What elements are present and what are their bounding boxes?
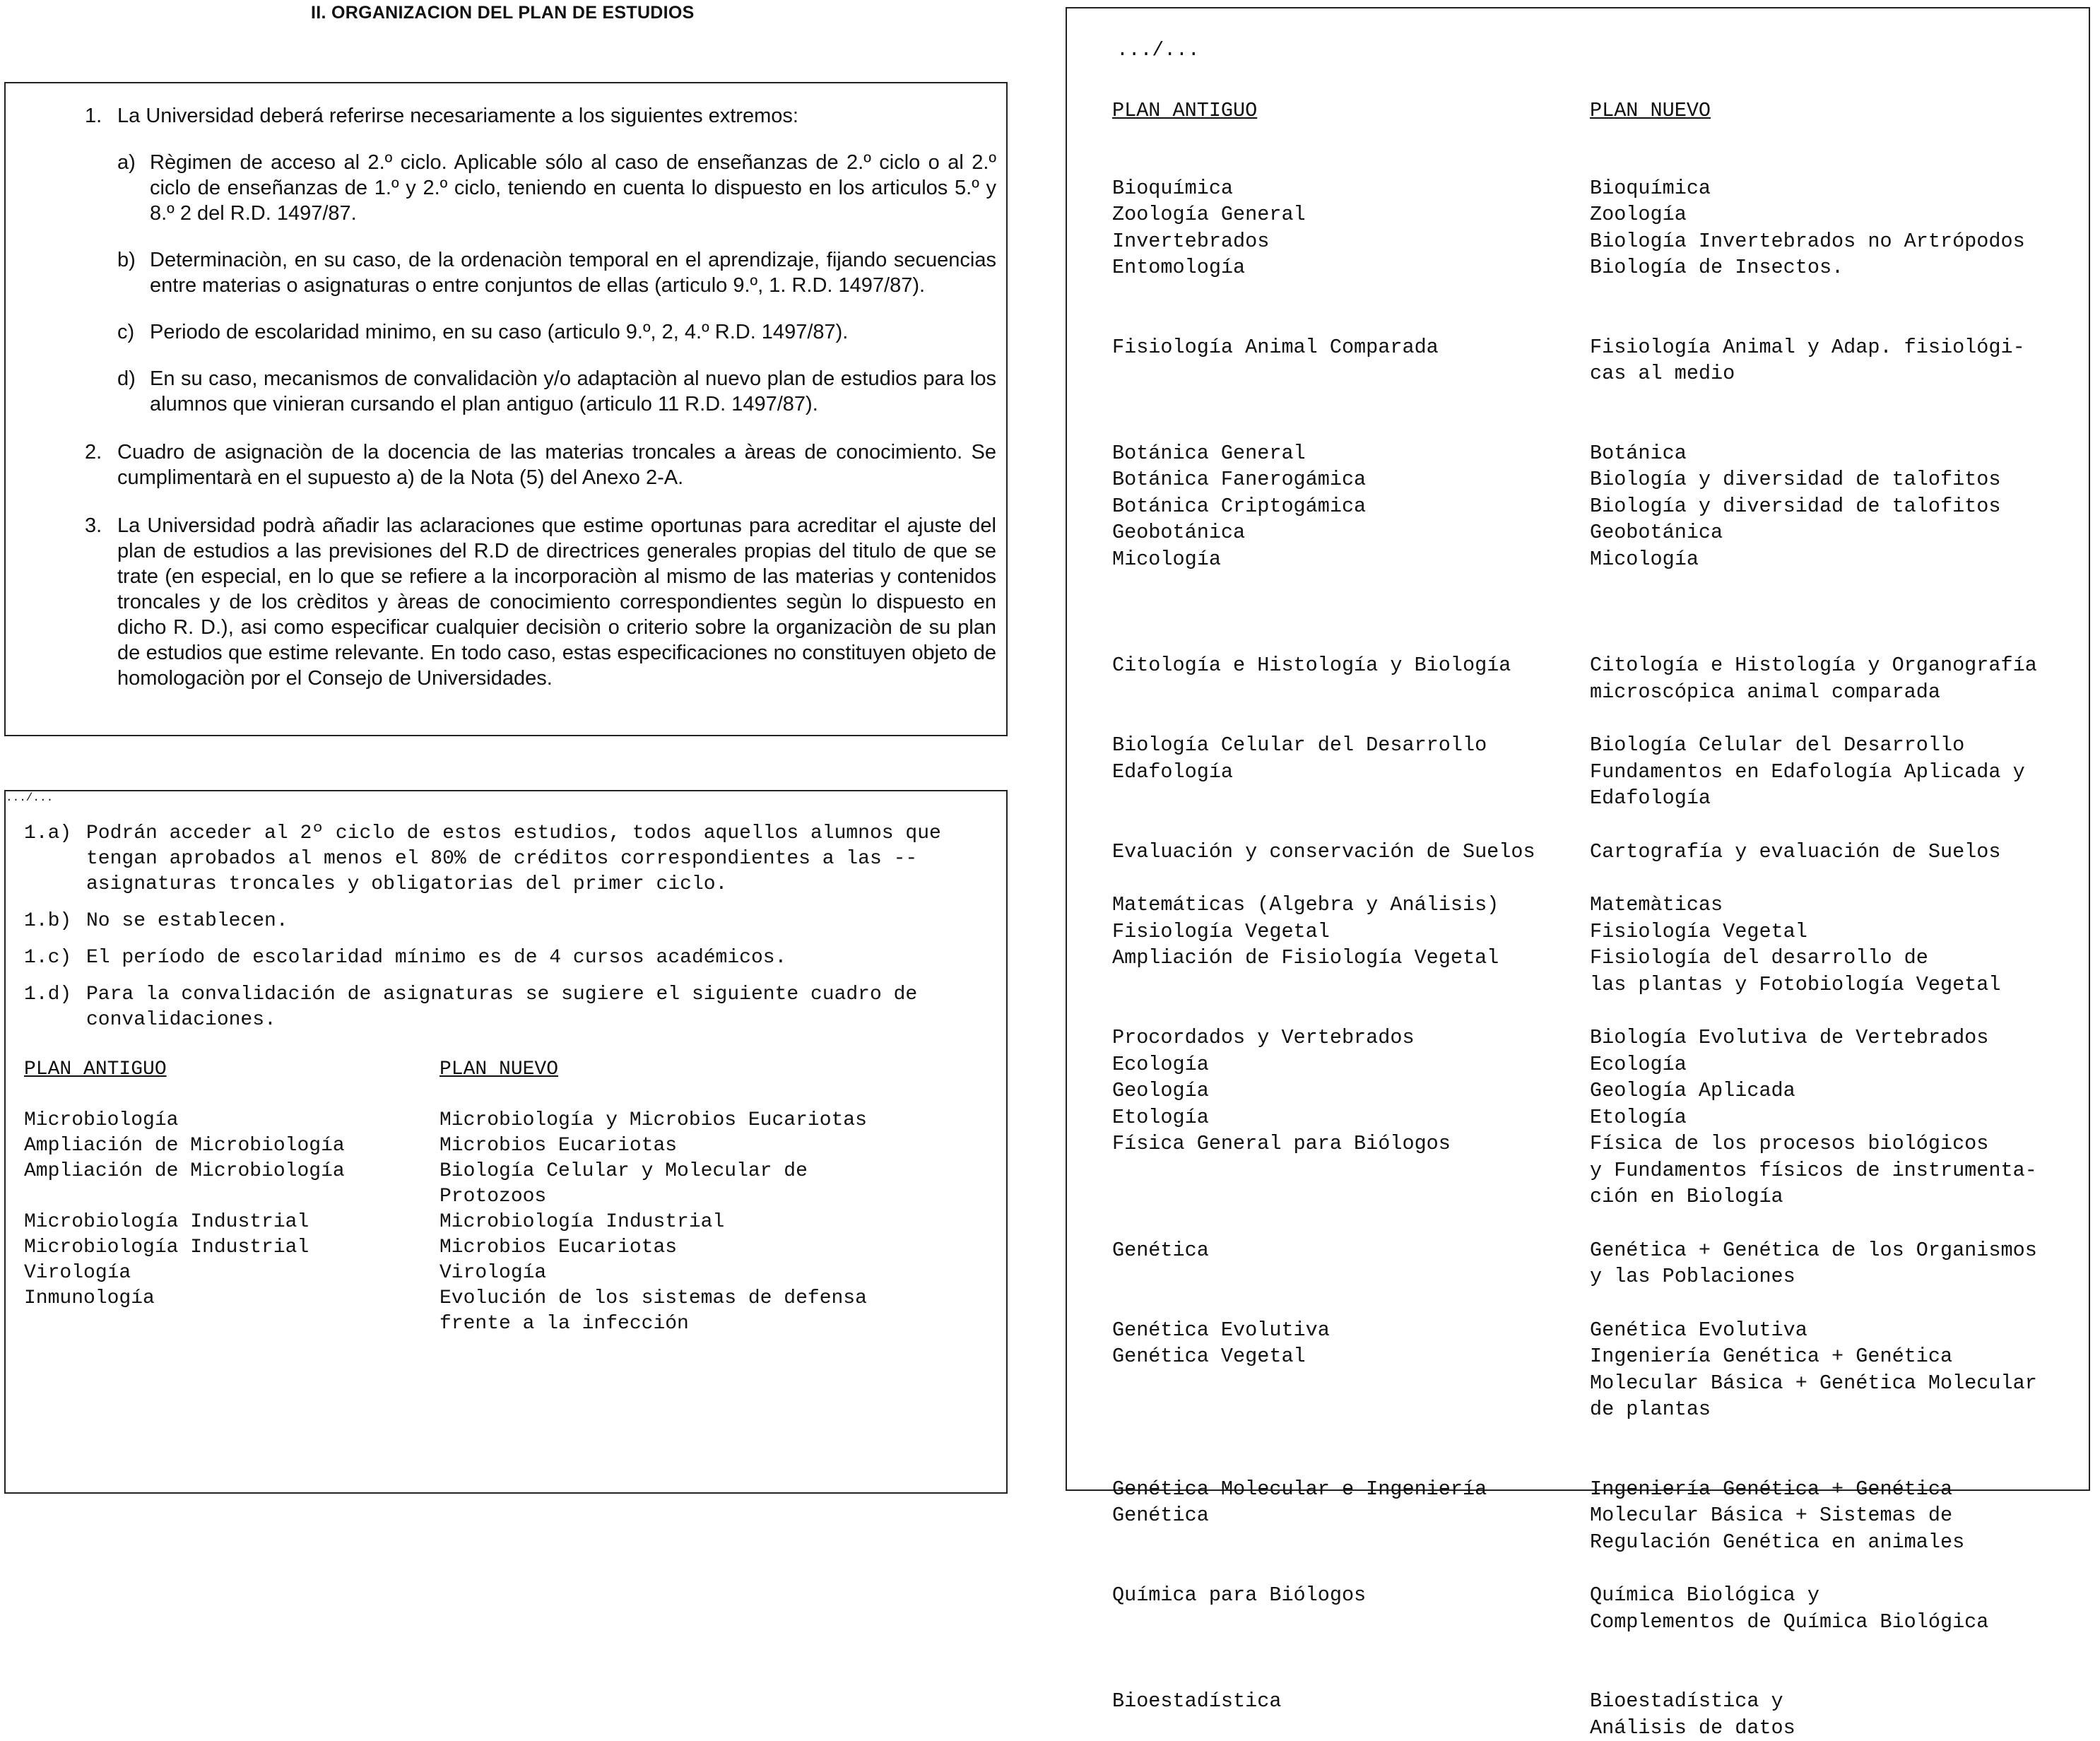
new-subject: Biología Evolutiva de Vertebrados [1590, 1025, 2084, 1051]
new-subject: Biología y diversidad de talofitos [1590, 493, 2084, 520]
old-subject: Matemáticas (Algebra y Análisis) [1112, 892, 1590, 919]
old-subject: Física General para Biólogos [1112, 1131, 1590, 1157]
answer-text: Podrán acceder al 2º ciclo de estos estudios, todos aquellos alumnos que tengan aprobados al menos el 80% de créditos correspondientes a las -- asignaturas troncales y obligatorias del primer ciclo. [86, 821, 964, 897]
new-subject: Biología Celular y Molecular de [440, 1159, 934, 1184]
item-text: La Universidad podrà añadir las aclaraciones que estime oportunas para acreditar el ajuste del plan de estudios a las previsiones del R.D de directrices generales propias del titulo de que se trate (en especial, en lo que se refiere a la incorporaciòn al mismo de las materias y contenidos troncales y de los crèditos y àreas de conocimiento correspondientes segùn lo dispuesto en dicho R. D.), asi como especificar cualquier decisiòn o criterio sobre la organizaciòn de su plan de estudios que estime relevante. En todo caso, estas especificaciones no constituyen objeto de homologaciòn por el Consejo de Universidades. [117, 513, 996, 691]
table-row [1112, 892, 2087, 998]
new-subject: Biología de Insectos. [1590, 254, 2084, 281]
old-plan-cell [1112, 1025, 1590, 1210]
new-plan-cell [1590, 892, 2084, 998]
item-number: 2. [85, 439, 102, 465]
new-plan-column [440, 1057, 934, 1337]
table-row [1112, 175, 2087, 281]
new-subject: ción en Biología [1590, 1184, 2084, 1210]
new-subject: Evolución de los sistemas de defensa [440, 1286, 934, 1311]
table-row [1112, 839, 2087, 866]
answer-key: 1.a) [24, 821, 71, 846]
answer-key: 1.b) [24, 909, 71, 934]
new-subject: cas al medio [1590, 360, 2084, 387]
instruction-item-3 [85, 513, 996, 691]
new-subject: Etología [1590, 1104, 2084, 1131]
answer-text: El período de escolaridad mínimo es de 4 cursos académicos. [86, 945, 964, 971]
sub-text: Periodo de escolaridad minimo, en su caso (articulo 9.º, 2, 4.º R.D. 1497/87). [150, 319, 996, 345]
new-plan-cell [1590, 334, 2084, 387]
instruction-item-1 [85, 103, 996, 417]
sub-item-b [117, 247, 996, 298]
continued-mark: .../... [1116, 40, 1200, 61]
new-subject: Complementos de Química Biológica [1590, 1609, 2084, 1636]
new-subject: Fisiología Vegetal [1590, 919, 2084, 945]
new-subject: Cartografía y evaluación de Suelos [1590, 839, 2084, 866]
sub-letter: c) [117, 319, 134, 345]
old-subject: Microbiología [24, 1108, 440, 1133]
old-subject: Procordados y Vertebrados [1112, 1025, 1590, 1051]
new-subject: Micología [1590, 546, 2084, 573]
new-subject: Genética Evolutiva [1590, 1317, 2084, 1344]
new-plan-cell [1590, 175, 2084, 281]
new-subject: frente a la infección [440, 1311, 934, 1337]
sub-text: Règimen de acceso al 2.º ciclo. Aplicable sólo al caso de enseñanzas de 2.º ciclo o al 2.º ciclo de enseñanzas de 1.º y 2.º ciclo, teniendo en cuenta lo dispuesto en los articulos 5.º y 8.º 2 del R.D. 1497/87. [150, 150, 996, 226]
old-plan-cell [1112, 839, 1590, 866]
answer-1d [24, 982, 964, 1033]
new-subject: Molecular Básica + Genética Molecular [1590, 1370, 2084, 1397]
old-plan-cell [1112, 732, 1590, 812]
new-subject: Física de los procesos biológicos [1590, 1131, 2084, 1157]
new-subject: Molecular Básica + Sistemas de [1590, 1502, 2084, 1529]
new-subject: microscópica animal comparada [1590, 679, 2084, 706]
old-subject: Bioquímica [1112, 175, 1590, 202]
new-subject: Zoología [1590, 201, 2084, 228]
old-subject: Microbiología Industrial [24, 1210, 440, 1235]
new-plan-header: PLAN NUEVO [440, 1057, 934, 1082]
old-subject: Microbiología Industrial [24, 1235, 440, 1261]
old-subject: Invertebrados [1112, 228, 1590, 255]
old-subject: Geobotánica [1112, 519, 1590, 546]
answer-1b [24, 909, 964, 934]
answer-key: 1.c) [24, 945, 71, 971]
new-plan-cell [1590, 1476, 2084, 1556]
old-plan-cell [1112, 1582, 1590, 1635]
table-row [1112, 1688, 2087, 1741]
answer-text: Para la convalidación de asignaturas se sugiere el siguiente cuadro de convalidaciones. [86, 982, 964, 1033]
continue-mark: .../... [6, 791, 1006, 804]
old-subject: Bioestadística [1112, 1688, 1590, 1715]
new-plan-cell [1590, 732, 2084, 812]
old-plan-cell [1112, 175, 1590, 281]
new-subject: de plantas [1590, 1396, 2084, 1423]
item-text: La Universidad deberá referirse necesariamente a los siguientes extremos: [117, 103, 996, 129]
old-subject: Geología [1112, 1078, 1590, 1104]
old-plan-cell [1112, 1476, 1590, 1556]
old-subject: Química para Biólogos [1112, 1582, 1590, 1609]
table-row [1112, 732, 2087, 812]
table-row [1112, 652, 2087, 705]
answer-key: 1.d) [24, 982, 71, 1008]
table-row [1112, 1237, 2087, 1290]
new-subject: Regulación Genética en animales [1590, 1529, 2084, 1556]
new-subject: Geología Aplicada [1590, 1078, 2084, 1104]
new-subject: Ingeniería Genética + Genética [1590, 1476, 2084, 1503]
sub-item-c [117, 319, 996, 345]
new-subject: Química Biológica y [1590, 1582, 2084, 1609]
item-number: 1. [85, 103, 102, 129]
new-subject: Virología [440, 1261, 934, 1286]
old-subject: Genética [1112, 1502, 1590, 1529]
old-subject: Etología [1112, 1104, 1590, 1131]
item-number: 3. [85, 513, 102, 538]
new-subject: Fundamentos en Edafología Aplicada y [1590, 759, 2084, 786]
old-plan-cell [1112, 334, 1590, 387]
sub-item-d [117, 366, 996, 417]
new-plan-cell [1590, 1582, 2084, 1635]
page-title: II. ORGANIZACION DEL PLAN DE ESTUDIOS [311, 3, 695, 23]
old-plan-cell [1112, 1688, 1590, 1741]
old-subject: Genética Vegetal [1112, 1343, 1590, 1370]
old-subject: Edafología [1112, 759, 1590, 786]
old-plan-header: PLAN ANTIGUO [24, 1057, 440, 1082]
new-subject: Ecología [1590, 1051, 2084, 1078]
new-plan-cell [1590, 1025, 2084, 1210]
new-subject: Biología Invertebrados no Artrópodos [1590, 228, 2084, 255]
old-subject: Evaluación y conservación de Suelos [1112, 839, 1590, 866]
answer-1a [24, 821, 964, 897]
new-subject: Bioestadística y [1590, 1688, 2084, 1715]
new-subject: Bioquímica [1590, 175, 2084, 202]
table-row [1112, 1476, 2087, 1556]
continuation-table [1112, 98, 2087, 1741]
old-subject: Botánica Fanerogámica [1112, 466, 1590, 493]
new-subject: Biología y diversidad de talofitos [1590, 466, 2084, 493]
old-subject: Genética [1112, 1237, 1590, 1264]
new-subject: y Fundamentos físicos de instrumenta- [1590, 1157, 2084, 1184]
table-row [1112, 1025, 2087, 1210]
sub-text: Determinaciòn, en su caso, de la ordenaciòn temporal en el aprendizaje, fijando secuencias entre materias o asignaturas o entre conjuntos de ellas (articulo 9.º, 1. R.D. 1497/87). [150, 247, 996, 298]
table-row [1112, 334, 2087, 387]
sub-letter: b) [117, 247, 136, 273]
instructions-list [85, 103, 996, 714]
old-subject: Micología [1112, 546, 1590, 573]
new-subject: Protozoos [440, 1184, 934, 1210]
sub-item-a [117, 150, 996, 226]
continuation-box [1066, 7, 2090, 1491]
old-subject: Fisiología Vegetal [1112, 919, 1590, 945]
old-subject: Ecología [1112, 1051, 1590, 1078]
old-subject: Biología Celular del Desarrollo [1112, 732, 1590, 759]
instructions-box [4, 82, 1008, 736]
new-subject: Geobotánica [1590, 519, 2084, 546]
new-plan-cell [1590, 440, 2084, 573]
old-subject: Zoología General [1112, 201, 1590, 228]
old-subject: Botánica Criptogámica [1112, 493, 1590, 520]
table-header [1112, 98, 2087, 124]
table-groups [1112, 175, 2087, 1741]
new-subject: Microbiología y Microbios Eucariotas [440, 1108, 934, 1133]
new-plan-cell [1590, 1237, 2084, 1290]
old-subject: Ampliación de Fisiología Vegetal [1112, 945, 1590, 972]
old-subject: Ampliación de Microbiología [24, 1159, 440, 1184]
old-subject [24, 1184, 440, 1210]
new-subject: Fisiología del desarrollo de [1590, 945, 2084, 972]
instruction-item-2 [85, 439, 996, 490]
new-subject: Microbios Eucariotas [440, 1133, 934, 1159]
new-plan-cell [1590, 1317, 2084, 1423]
new-subject: Edafología [1590, 785, 2084, 812]
old-subject: Fisiología Animal Comparada [1112, 334, 1590, 361]
new-plan-header: PLAN NUEVO [1590, 98, 2084, 124]
sub-letter: a) [117, 150, 136, 175]
old-subject: Entomología [1112, 254, 1590, 281]
new-plan-cell [1590, 1688, 2084, 1741]
old-plan-cell [1112, 652, 1590, 705]
answers-content [24, 821, 964, 1337]
table-row [1112, 1582, 2087, 1635]
old-plan-column [24, 1057, 440, 1337]
new-plan-cell [1590, 652, 2084, 705]
old-subject: Ampliación de Microbiología [24, 1133, 440, 1159]
new-subject: las plantas y Fotobiología Vegetal [1590, 972, 2084, 998]
new-subject: Microbios Eucariotas [440, 1235, 934, 1261]
new-subject: Citología e Histología y Organografía [1590, 652, 2084, 679]
answers-box [4, 790, 1008, 1494]
old-subject: Virología [24, 1261, 440, 1286]
new-subject: Botánica [1590, 440, 2084, 467]
sub-text: En su caso, mecanismos de convalidaciòn y/o adaptaciòn al nuevo plan de estudios para los alumnos que vinieran cursando el plan antiguo (articulo 11 R.D. 1497/87). [150, 366, 996, 417]
old-subject: Inmunología [24, 1286, 440, 1311]
old-subject: Botánica General [1112, 440, 1590, 467]
item-text: Cuadro de asignaciòn de la docencia de las materias troncales a àreas de conocimiento. Se cumplimentarà en el supuesto a) de la Nota (5) del Anexo 2-A. [117, 439, 996, 490]
new-subject: Ingeniería Genética + Genética [1590, 1343, 2084, 1370]
answer-text: No se establecen. [86, 909, 964, 934]
old-subject: Genética Evolutiva [1112, 1317, 1590, 1344]
old-plan-header: PLAN ANTIGUO [1112, 98, 1590, 124]
new-subject: Biología Celular del Desarrollo [1590, 732, 2084, 759]
old-plan-cell [1112, 1317, 1590, 1423]
new-plan-cell [1590, 839, 2084, 866]
new-subject: Fisiología Animal y Adap. fisiológi- [1590, 334, 2084, 361]
sub-letter: d) [117, 366, 136, 391]
answer-1c [24, 945, 964, 971]
table-row [1112, 1317, 2087, 1423]
new-subject: y las Poblaciones [1590, 1263, 2084, 1290]
old-subject: Citología e Histología y Biología [1112, 652, 1590, 679]
old-plan-cell [1112, 440, 1590, 573]
convalidation-table [24, 1057, 964, 1337]
new-subject: Análisis de datos [1590, 1715, 2084, 1741]
new-subject: Microbiología Industrial [440, 1210, 934, 1235]
new-subject: Genética + Genética de los Organismos [1590, 1237, 2084, 1264]
old-plan-cell [1112, 1237, 1590, 1290]
old-plan-cell [1112, 892, 1590, 998]
table-row [1112, 440, 2087, 573]
new-subject: Matemàticas [1590, 892, 2084, 919]
old-subject: Genética Molecular e Ingeniería [1112, 1476, 1590, 1503]
